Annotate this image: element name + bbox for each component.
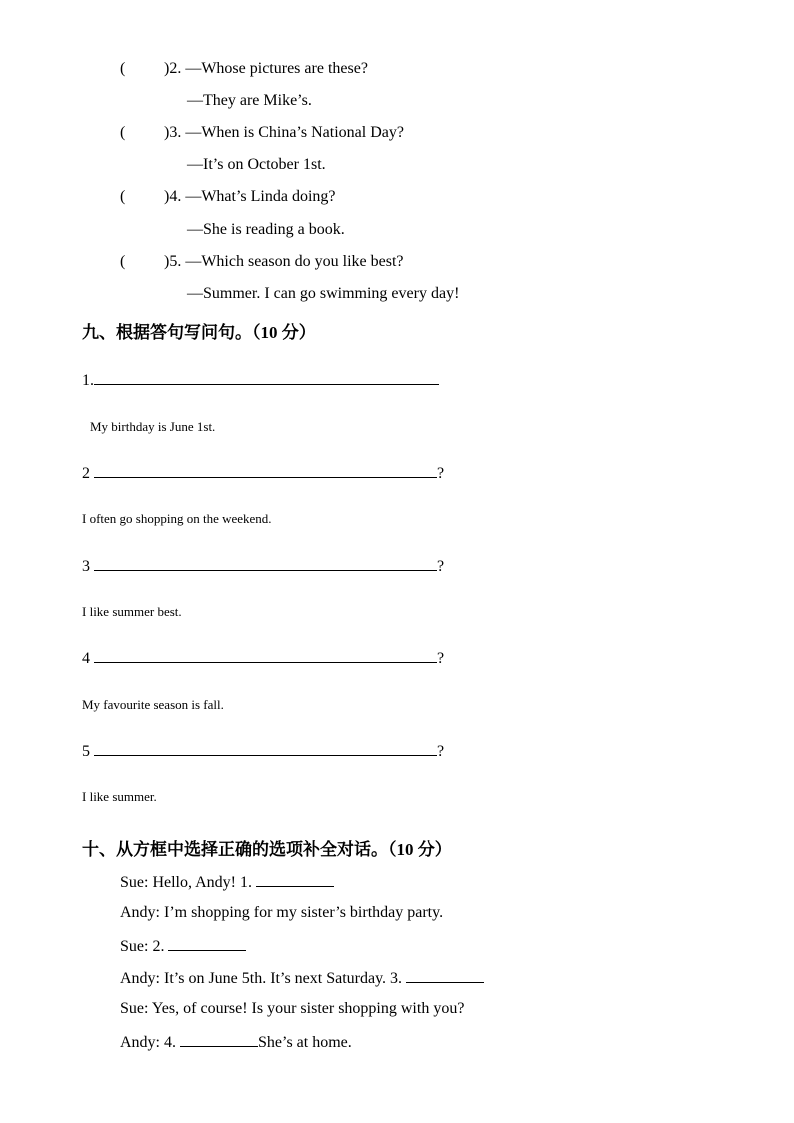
answer-2: —They are Mike’s.	[187, 92, 312, 109]
answer-blank[interactable]	[94, 648, 437, 663]
reply-4: My favourite season is fall.	[82, 697, 224, 712]
dialogue-text: Sue: Yes, of course! Is your sister shopping with you?	[120, 1000, 465, 1017]
dialogue-blank-3[interactable]	[406, 968, 484, 983]
dialogue-text: Andy: 4.	[120, 1034, 180, 1051]
answer-blank[interactable]	[94, 463, 437, 478]
answer-paren: (	[120, 60, 126, 77]
dialogue-line-1	[120, 872, 334, 892]
answer-4: —She is reading a book.	[187, 221, 345, 238]
write-question-2	[82, 463, 444, 483]
item-end: ?	[437, 650, 445, 667]
dialogue-line-3	[120, 936, 246, 956]
write-question-5	[82, 741, 444, 761]
section-10-heading: 十、从方框中选择正确的选项补全对话。（10 分）	[82, 840, 452, 859]
dialogue-text: Sue: 2.	[120, 938, 169, 955]
question-5: )5. —Which season do you like best?	[164, 253, 404, 270]
dialogue-line-6	[120, 1032, 352, 1052]
write-question-1	[82, 370, 439, 390]
item-end: ?	[437, 465, 445, 482]
dialogue-line-5	[120, 1000, 464, 1018]
dialogue-text-after: She’s at home.	[258, 1034, 352, 1051]
dialogue-blank-1[interactable]	[256, 872, 334, 887]
answer-paren: (	[120, 188, 126, 205]
item-number: 1.	[82, 372, 94, 389]
item-number: 5	[82, 743, 94, 760]
answer-paren: (	[120, 253, 126, 270]
question-4: )4. —What’s Linda doing?	[164, 188, 336, 205]
dialogue-line-4	[120, 968, 484, 988]
dialogue-text: Andy: I’m shopping for my sister’s birthday party.	[120, 904, 444, 921]
answer-3: —It’s on October 1st.	[187, 156, 326, 173]
answer-blank[interactable]	[94, 370, 439, 385]
item-number: 3	[82, 558, 94, 575]
reply-3: I like summer best.	[82, 604, 182, 619]
item-end: ?	[437, 558, 445, 575]
dialogue-text: Sue: Hello, Andy! 1.	[120, 874, 256, 891]
dialogue-line-2	[120, 904, 443, 922]
dialogue-blank-2[interactable]	[168, 936, 246, 951]
item-number: 2	[82, 465, 94, 482]
answer-paren: (	[120, 124, 126, 141]
answer-blank[interactable]	[94, 556, 437, 571]
write-question-3	[82, 556, 444, 576]
answer-5: —Summer. I can go swimming every day!	[187, 285, 460, 302]
question-3: )3. —When is China’s National Day?	[164, 124, 404, 141]
item-number: 4	[82, 650, 94, 667]
item-end: ?	[437, 743, 445, 760]
dialogue-blank-4[interactable]	[180, 1032, 258, 1047]
section-9-heading: 九、根据答句写问句。（10 分）	[82, 323, 316, 342]
reply-2: I often go shopping on the weekend.	[82, 511, 272, 526]
question-2: )2. —Whose pictures are these?	[164, 60, 368, 77]
reply-5: I like summer.	[82, 789, 157, 804]
answer-blank[interactable]	[94, 741, 437, 756]
reply-1: My birthday is June 1st.	[90, 419, 216, 434]
dialogue-text: Andy: It’s on June 5th. It’s next Saturday. 3.	[120, 970, 407, 987]
write-question-4	[82, 648, 444, 668]
